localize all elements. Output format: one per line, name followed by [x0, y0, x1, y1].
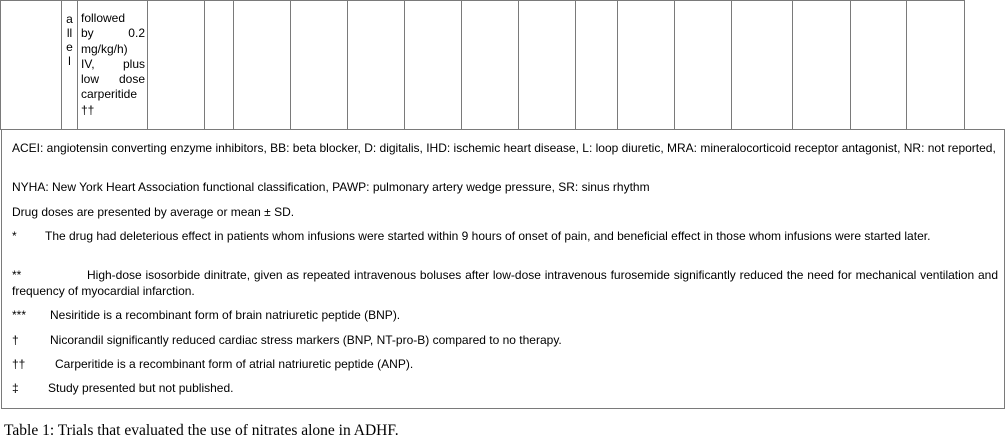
footnote-marker: ***	[12, 308, 27, 322]
table-cell	[851, 1, 907, 130]
table-cell	[675, 1, 732, 130]
footnote-marker: **	[12, 268, 22, 282]
table-cell	[462, 1, 519, 130]
table-cell	[907, 1, 965, 130]
table-cell	[291, 1, 348, 130]
table-cell	[1, 1, 62, 130]
table-cell	[348, 1, 405, 130]
footnote-doses: Drug doses are presented by average or mean ± SD.	[12, 205, 295, 219]
table-cell	[234, 1, 291, 130]
footnote-triple-star: *** Nesiritide is a recombinant form of brain natriuretic peptide (BNP).	[12, 308, 401, 322]
table-cell	[205, 1, 234, 130]
table-caption	[4, 422, 399, 440]
caption-label: Table 1:	[4, 422, 55, 439]
table-cell-dosing: followed by 0.2 mg/kg/h) IV, plus low dose carperitide ††	[78, 1, 148, 130]
footnote-marker: ‡	[12, 381, 19, 395]
trials-table-fragment	[0, 0, 965, 130]
footnote-single-star: * The drug had deleterious effect in patients whom infusions were started within 9 hours of onset of pain, and beneficial effect in those whom infusions were started later.	[12, 229, 931, 243]
table-cell	[148, 1, 205, 130]
footnote-double-dagger: †† Carperitide is a recombinant form of atrial natriuretic peptide (ANP).	[12, 357, 414, 371]
table-cell-vertical-word: a ll e l	[62, 1, 78, 130]
footnote-dagger: † Nicorandil significantly reduced cardiac stress markers (BNP, NT-pro-B) compared to no therapy.	[12, 333, 562, 347]
table-cell	[576, 1, 618, 130]
footnote-marker: †	[12, 333, 19, 347]
caption-text: Trials that evaluated the use of nitrates alone in ADHF.	[57, 422, 399, 439]
table-footnotes	[1, 129, 1005, 409]
table-cell	[405, 1, 462, 130]
table-cell	[732, 1, 793, 130]
footnote-abbreviations: ACEI: angiotensin converting enzyme inhibitors, BB: beta blocker, D: digitalis, IHD: ischemic heart disease, L: loop diuretic, MRA: mineralocorticoid receptor antagonist, NR: not reported,	[12, 141, 996, 155]
footnote-marker: *	[12, 229, 17, 243]
footnote-marker: ††	[12, 357, 26, 371]
footnote-abbreviations-2: NYHA: New York Heart Association functional classification, PAWP: pulmonary artery wedge pressure, SR: sinus rhythm	[12, 180, 650, 194]
table-cell	[519, 1, 576, 130]
footnote-unpublished: ‡ Study presented but not published.	[12, 381, 234, 395]
table-cell	[793, 1, 851, 130]
table-cell	[618, 1, 675, 130]
footnote-double-star: ** High-dose isosorbide dinitrate, given as repeated intravenous boluses after low-dose intravenous furosemide significantly reduced the need for mechanical ventilation and frequency of myocardial infarction.	[12, 268, 998, 298]
